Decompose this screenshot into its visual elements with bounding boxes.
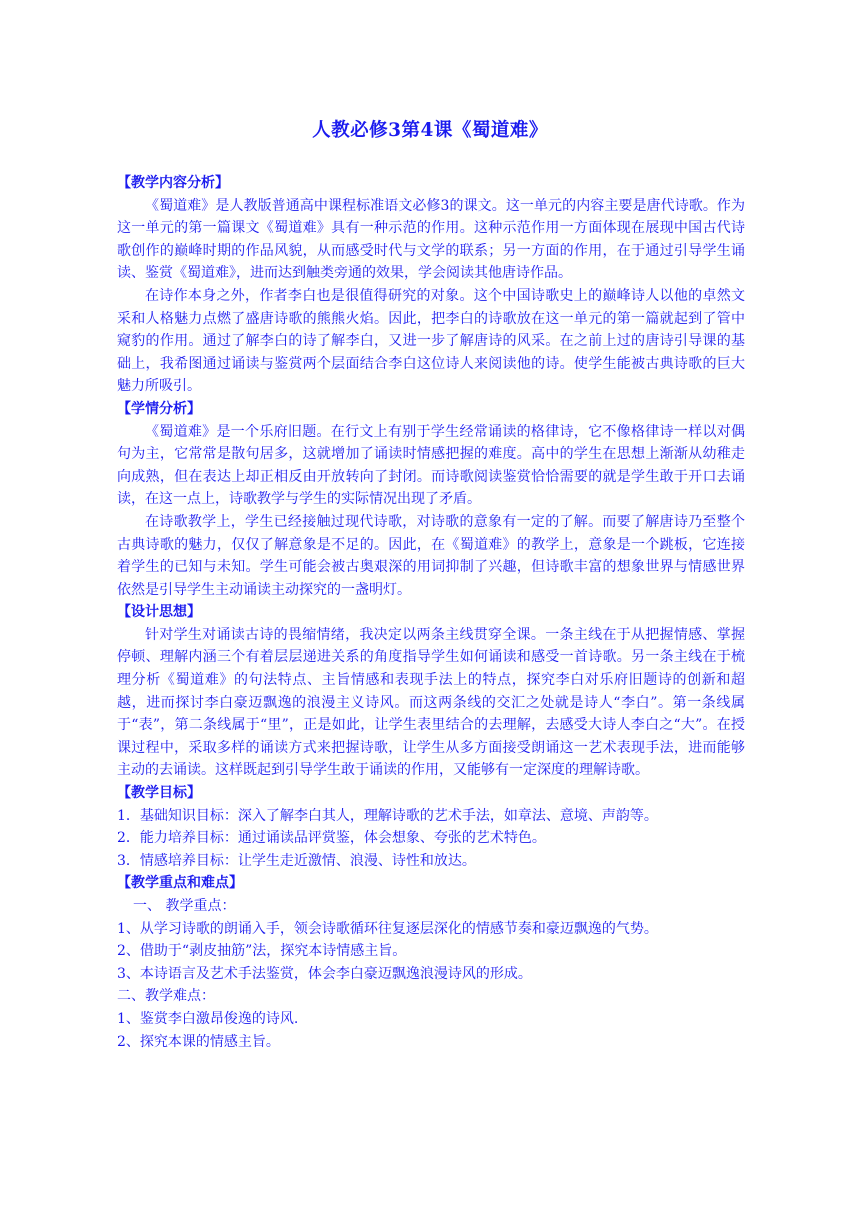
section-heading-design-idea: 【设计思想】	[117, 604, 201, 621]
paragraph: 《蜀道难》是人教版普通高中课程标准语文必修3的课文。这一单元的内容主要是唐代诗歌。作为这一单元的第一篇课文《蜀道难》具有一种示范的作用。这种示范作用一方面体现在展现中国古代诗歌创作的巅峰时期的作品风貌，从而感受时代与文学的联系；另一方面的作用，在于通过引导学生诵读、鉴赏《蜀道难》，进而达到触类旁通的效果，学会阅读其他唐诗作品。	[117, 197, 745, 282]
section-heading-key-points: 【教学重点和难点】	[117, 875, 243, 892]
list-item: 1、从学习诗歌的朗诵入手，领会诗歌循环往复逐层深化的情感节奏和豪迈飘逸的气势。	[117, 920, 658, 937]
list-item: 3．情感培养目标：让学生走近激情、浪漫、诗性和放达。	[117, 852, 476, 869]
list-item: 3、本诗语言及艺术手法鉴赏，体会李白豪迈飘逸浪漫诗风的形成。	[117, 965, 532, 982]
subheading-difficulties: 二、教学难点：	[117, 988, 215, 1005]
paragraph: 《蜀道难》是一个乐府旧题。在行文上有别于学生经常诵读的格律诗，它不像格律诗一样以对偶句为主，它常常是散句居多，这就增加了诵读时情感把握的难度。高中的学生在思想上渐渐从幼稚走向成熟，但在表达上却正相反由开放转向了封闭。而诗歌阅读鉴赏恰恰需要的就是学生敢于开口去诵读，在这一点上，诗歌教学与学生的实际情况出现了矛盾。	[117, 423, 745, 508]
paragraph: 针对学生对诵读古诗的畏缩情绪，我决定以两条主线贯穿全课。一条主线在于从把握情感、掌握停顿、理解内涵三个有着层层递进关系的角度指导学生如何诵读和感受一首诗歌。另一条主线在于梳理分析《蜀道难》的句法特点、主旨情感和表现手法上的特点，探究李白对乐府旧题诗的创新和超越，进而探讨李白豪迈飘逸的浪漫主义诗风。而这两条线的交汇之处就是诗人“李白”。第一条线属于“表”，第二条线属于“里”，正是如此，让学生表里结合的去理解，去感受大诗人李白之“大”。在授课过程中，采取多样的诵读方式来把握诗歌，让学生从多方面接受朗诵这一艺术表现手法，进而能够主动的去诵读。这样既起到引导学生敢于诵读的作用，又能够有一定深度的理解诗歌。	[117, 626, 745, 779]
document-body	[117, 172, 745, 1053]
section-heading-teaching-goals: 【教学目标】	[117, 785, 201, 802]
document-title: 人教必修3第4课《蜀道难》	[312, 120, 548, 141]
list-item: 2、探究本课的情感主旨。	[117, 1033, 280, 1050]
paragraph: 在诗歌教学上，学生已经接触过现代诗歌，对诗歌的意象有一定的了解。而要了解唐诗乃至整个古典诗歌的魅力，仅仅了解意象是不足的。因此，在《蜀道难》的教学上，意象是一个跳板，它连接着学生的已知与未知。学生可能会被古奥艰深的用词抑制了兴趣，但诗歌丰富的想象世界与情感世界依然是引导学生主动诵读主动探究的一盏明灯。	[117, 513, 745, 598]
list-item: 2、借助于“剥皮抽筋”法，探究本诗情感主旨。	[117, 943, 407, 960]
section-heading-content-analysis: 【教学内容分析】	[117, 175, 229, 191]
list-item: 1、鉴赏李白激昂俊逸的诗风.	[117, 1010, 299, 1027]
section-heading-student-analysis: 【学情分析】	[117, 400, 201, 417]
list-item: 2．能力培养目标：通过诵读品评赏鉴，体会想象、夸张的艺术特色。	[117, 830, 546, 847]
paragraph: 在诗作本身之外，作者李白也是很值得研究的对象。这个中国诗歌史上的巅峰诗人以他的卓然文采和人格魅力点燃了盛唐诗歌的熊熊火焰。因此，把李白的诗歌放在这一单元的第一篇就起到了管中窥豹的作用。通过了解李白的诗了解李白，又进一步了解唐诗的风采。在之前上过的唐诗引导课的基础上，我希图通过诵读与鉴赏两个层面结合李白这位诗人来阅读他的诗。使学生能被古典诗歌的巨大魅力所吸引。	[117, 287, 745, 395]
subheading-key-points: 一、 教学重点：	[119, 898, 236, 914]
list-item: 1．基础知识目标：深入了解李白其人，理解诗歌的艺术手法，如章法、意境、声韵等。	[117, 807, 658, 824]
